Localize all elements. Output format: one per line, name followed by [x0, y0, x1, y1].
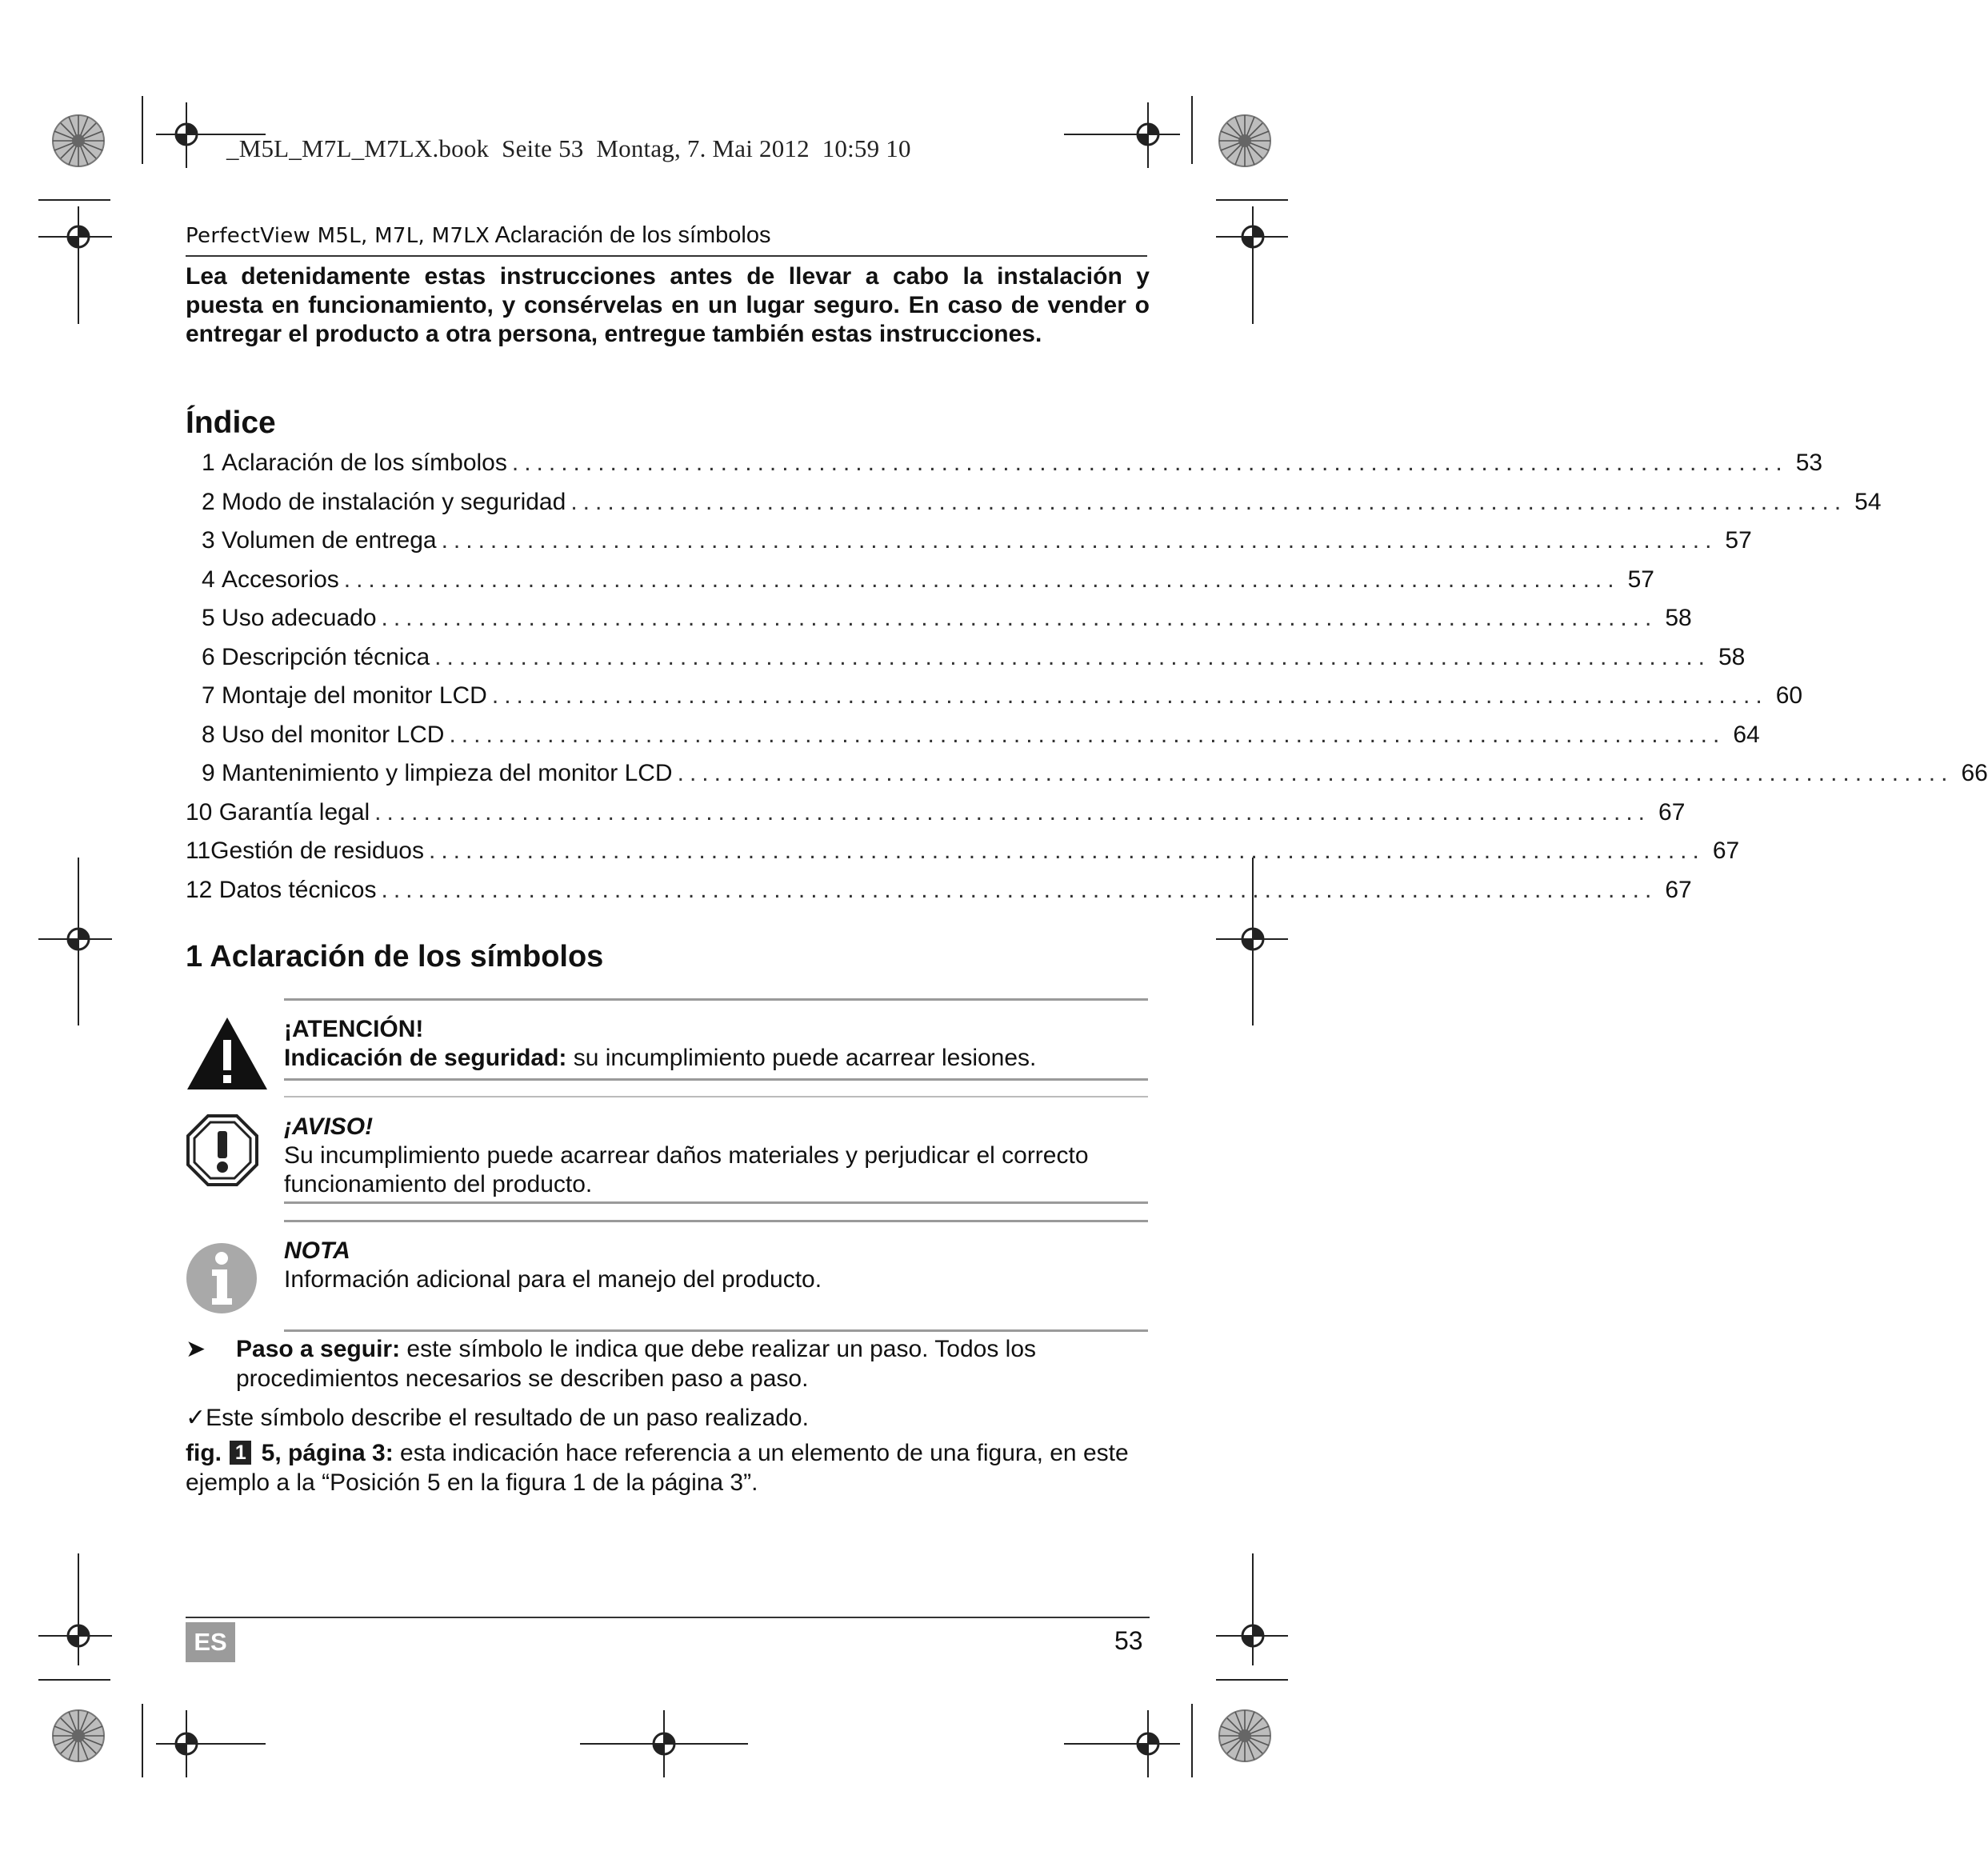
toc-item-label: Uso del monitor LCD [222, 722, 445, 748]
toc-leader-dots: ........................................................................................................ [343, 566, 1620, 593]
toc-leader-dots: ........................................................................................................ [428, 838, 1705, 864]
header-rule [186, 255, 1147, 257]
toc-item-page: 60 [1775, 682, 1803, 709]
toc-item-page: 67 [1712, 838, 1740, 864]
toc-item-number: 7 [202, 682, 215, 709]
toc-item[interactable] [202, 722, 1760, 754]
toc-leader-dots: ........................................................................................................ [374, 799, 1651, 826]
toc-item-page: 57 [1627, 566, 1654, 593]
toc-item-number: 1 [202, 450, 215, 476]
toc-item-page: 57 [1725, 527, 1752, 554]
toc-item-label: Modo de instalación y seguridad [222, 489, 566, 515]
intro-paragraph: Lea detenidamente estas instrucciones antes de llevar a cabo la instalación y puesta en funcionamiento, y consérvelas en un lugar seguro. En caso de vender o entregar el producto a otra persona, entregue también estas instrucciones. [186, 263, 1150, 347]
toc-item[interactable] [202, 527, 1752, 559]
book-header: _M5L_M7L_M7LX.book Seite 53 Montag, 7. Mai 2012 10:59 10 [226, 134, 911, 162]
footer-rule [186, 1617, 1150, 1618]
toc-item-number: 6 [202, 644, 215, 670]
toc-leader-dots: ........................................................................................................ [570, 489, 1847, 515]
notice-rule-bottom [284, 1329, 1148, 1332]
running-head [186, 222, 771, 249]
toc-item-number: 12 [186, 877, 213, 903]
toc-item[interactable] [202, 566, 1654, 598]
exclamation-octagon-icon [186, 1113, 259, 1187]
notice-rule-bottom [284, 1201, 1148, 1204]
toc-item-number: 11 [186, 838, 211, 864]
toc-item[interactable] [202, 450, 1823, 482]
attention-description: su incumplimiento puede acarrear lesiones. [566, 1045, 1037, 1071]
toc-item-label: Aclaración de los símbolos [222, 450, 507, 476]
fig-text: esta indicación hace referencia a un elemento de una figura, en este ejemplo a la “Posición 5 en la figura 1 de la página 3”. [186, 1440, 1129, 1496]
toc-item-page: 67 [1665, 877, 1692, 903]
attention-heading: ¡ATENCIÓN! [284, 1016, 424, 1042]
toc-item-number: 8 [202, 722, 215, 748]
aviso-text: Su incumplimiento puede acarrear daños materiales y perjudicar el correcto funcionamiento del producto. [284, 1142, 1089, 1197]
toc-item-label: Gestión de residuos [210, 838, 424, 864]
toc-item-page: 53 [1795, 450, 1823, 476]
nota-heading: NOTA [284, 1237, 350, 1264]
warning-triangle-icon [186, 1016, 269, 1091]
toc-leader-dots: ........................................................................................................ [381, 605, 1658, 631]
toc-item-label: Garantía legal [218, 799, 370, 826]
toc-item[interactable] [202, 489, 1882, 521]
step-label: Paso a seguir: [236, 1336, 401, 1362]
toc-leader-dots: ........................................................................................................ [449, 722, 1726, 748]
toc-item-number: 5 [202, 605, 215, 631]
toc-item[interactable] [202, 682, 1803, 714]
nota-text: Información adicional para el manejo del producto. [284, 1266, 822, 1293]
toc-item-label: Mantenimiento y limpieza del monitor LCD [222, 760, 673, 786]
toc-item[interactable] [186, 838, 1740, 870]
toc-item-page: 58 [1718, 644, 1746, 670]
toc-item-number: 10 [186, 799, 213, 826]
toc-item-page: 54 [1854, 489, 1882, 515]
toc-item[interactable] [186, 877, 1692, 909]
attention-label: Indicación de seguridad: [284, 1045, 567, 1071]
toc-item-page: 58 [1665, 605, 1692, 631]
notice-rule-top [284, 1220, 1148, 1222]
toc-leader-dots: ........................................................................................................ [441, 527, 1718, 554]
toc-leader-dots: ........................................................................................................ [434, 644, 1710, 670]
toc-item-page: 66 [1961, 760, 1988, 786]
toc-item-label: Datos técnicos [218, 877, 377, 903]
step-description: este símbolo le indica que debe realizar un paso. Todos los procedimientos necesarios se describen paso a paso. [236, 1336, 1037, 1392]
toc-leader-dots: ........................................................................................................ [677, 760, 1954, 786]
toc-leader-dots: ........................................................................................................ [491, 682, 1768, 709]
notice-aviso [186, 1096, 1150, 1208]
toc-item-number: 4 [202, 566, 215, 593]
fig-prefix: fig. [186, 1440, 229, 1466]
checkmark-icon: ✓ [186, 1405, 206, 1431]
toc-item-number: 9 [202, 760, 215, 786]
step-arrow-icon: ➤ [186, 1336, 206, 1362]
result-text: Este símbolo describe el resultado de un paso realizado. [206, 1405, 809, 1431]
toc-title: Índice [186, 406, 276, 440]
notice-attention [186, 998, 1150, 1086]
toc-item-label: Descripción técnica [222, 644, 430, 670]
toc-item-label: Montaje del monitor LCD [222, 682, 487, 709]
toc-item-label: Volumen de entrega [222, 527, 437, 554]
attention-text [284, 1044, 1132, 1073]
toc-leader-dots: ........................................................................................................ [511, 450, 1788, 476]
language-badge: ES [186, 1622, 235, 1662]
toc-item-page: 64 [1733, 722, 1760, 748]
toc-item-label: Uso adecuado [222, 605, 377, 631]
section-title: 1 Aclaración de los símbolos [186, 940, 604, 973]
aviso-heading: ¡AVISO! [284, 1113, 374, 1140]
fig-badge: 1 [230, 1441, 251, 1465]
toc-item[interactable] [202, 760, 1988, 792]
toc-item-number: 3 [202, 527, 215, 554]
notice-rule-top [284, 998, 1148, 1001]
notice-rule-top [284, 1096, 1148, 1097]
step-text [236, 1334, 1148, 1393]
running-head-brand: PerfectView M5L, M7L, M7LX [186, 224, 490, 248]
running-head-section: Aclaración de los símbolos [494, 222, 771, 248]
toc-item-label: Accesorios [222, 566, 339, 593]
toc-item-number: 2 [202, 489, 215, 515]
notice-rule-bottom [284, 1078, 1148, 1081]
toc-item-page: 67 [1658, 799, 1686, 826]
toc-item[interactable] [202, 644, 1746, 676]
info-icon [186, 1242, 258, 1314]
figure-reference [186, 1438, 1154, 1497]
notice-nota [186, 1220, 1150, 1336]
toc-leader-dots: ........................................................................................................ [381, 877, 1658, 903]
result-line [186, 1404, 809, 1432]
fig-bold-text: 5, página 3: [254, 1440, 394, 1466]
toc-item[interactable] [186, 799, 1686, 831]
toc-item[interactable] [202, 605, 1692, 637]
page-number: 53 [1114, 1626, 1143, 1655]
